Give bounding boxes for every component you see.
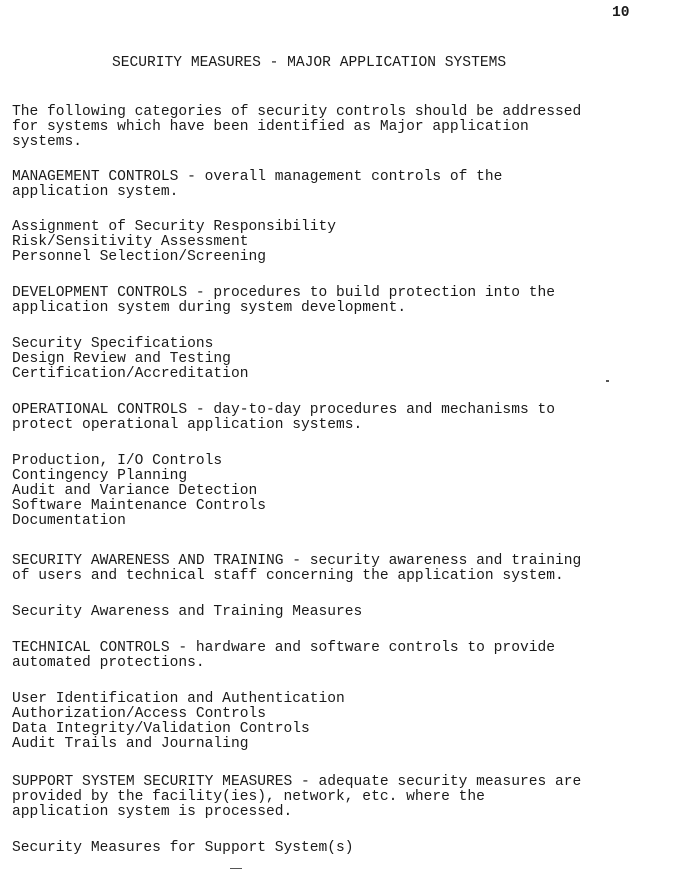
list-item: Authorization/Access Controls: [12, 706, 266, 722]
list-item: Documentation: [12, 513, 126, 529]
page-title: SECURITY MEASURES - MAJOR APPLICATION SYSTEMS: [112, 55, 507, 71]
list-item: Security Specifications: [12, 336, 214, 352]
list-item: Contingency Planning: [12, 468, 188, 484]
intro-line: systems.: [12, 134, 83, 150]
intro-line: The following categories of security controls should be addressed: [12, 104, 582, 120]
list-item: User Identification and Authentication: [12, 691, 345, 707]
section-heading: protect operational application systems.: [12, 417, 363, 433]
section-heading: TECHNICAL CONTROLS - hardware and software controls to provide: [12, 640, 555, 656]
list-item: Audit and Variance Detection: [12, 483, 258, 499]
section-heading: of users and technical staff concerning the application system.: [12, 568, 564, 584]
section-heading: SUPPORT SYSTEM SECURITY MEASURES - adequate security measures are: [12, 774, 582, 790]
section-heading: SECURITY AWARENESS AND TRAINING - security awareness and training: [12, 553, 582, 569]
list-item: Production, I/O Controls: [12, 453, 223, 469]
list-item: Software Maintenance Controls: [12, 498, 266, 514]
list-item: Security Awareness and Training Measures: [12, 604, 363, 620]
list-item: Audit Trails and Journaling: [12, 736, 249, 752]
section-heading: MANAGEMENT CONTROLS - overall management controls of the: [12, 169, 503, 185]
section-heading: application system is processed.: [12, 804, 293, 820]
section-heading: automated protections.: [12, 655, 205, 671]
list-item: Design Review and Testing: [12, 351, 231, 367]
list-item: Certification/Accreditation: [12, 366, 249, 382]
intro-line: for systems which have been identified as Major application: [12, 119, 529, 135]
section-heading: OPERATIONAL CONTROLS - day-to-day procedures and mechanisms to: [12, 402, 555, 418]
list-item: Data Integrity/Validation Controls: [12, 721, 310, 737]
scan-speck: [230, 868, 242, 869]
section-heading: application system.: [12, 184, 179, 200]
section-heading: provided by the facility(ies), network, etc. where the: [12, 789, 485, 805]
list-item: Personnel Selection/Screening: [12, 249, 266, 265]
section-heading: DEVELOPMENT CONTROLS - procedures to build protection into the: [12, 285, 555, 301]
list-item: Risk/Sensitivity Assessment: [12, 234, 249, 250]
page-number: 10: [612, 5, 630, 21]
list-item: Assignment of Security Responsibility: [12, 219, 337, 235]
list-item: Security Measures for Support System(s): [12, 840, 354, 856]
scan-speck: [606, 380, 609, 382]
section-heading: application system during system development.: [12, 300, 407, 316]
